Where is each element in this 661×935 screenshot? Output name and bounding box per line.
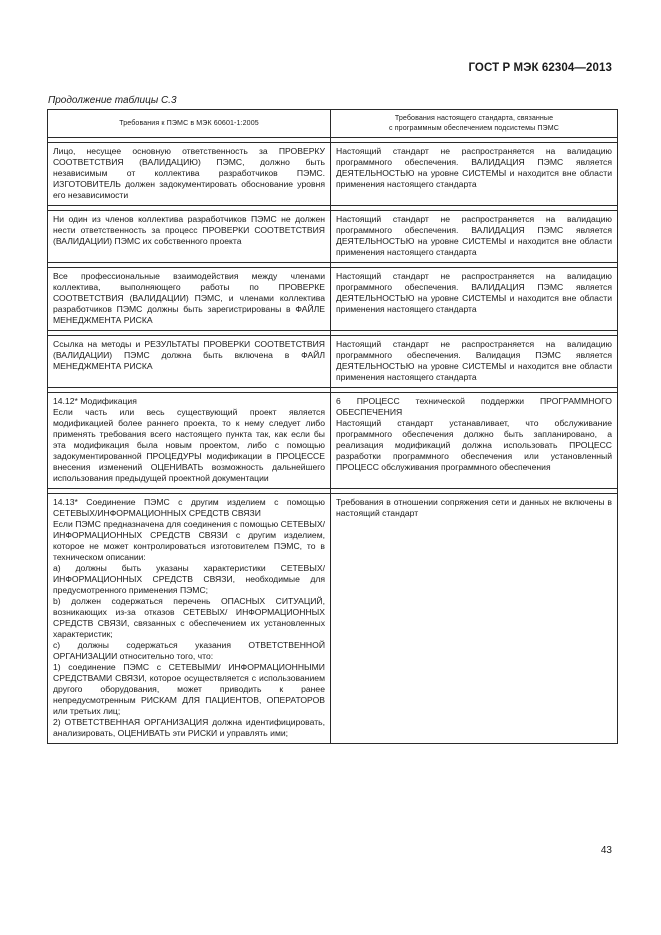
table-row (48, 336, 618, 388)
table-continuation-label: Продолжение таблицы С.3 (48, 95, 177, 106)
table-row (48, 494, 618, 744)
row-1-left: Лицо, несущее основную ответственность за ПРОВЕРКУ СООТВЕТСТВИЯ (ВАЛИДАЦИЮ) ПЭМС, должно быть независимым от коллектива разработчиков ПЭМС. ИЗГОТОВИТЕЛЬ должен задокументировать обоснование уровня его независимости (48, 143, 331, 206)
row-3-left: Все профессиональные взаимодействия между членами коллектива, выполняющего работы по ПРОВЕРКЕ СООТВЕТСТВИЯ (ВАЛИДАЦИИ) ПЭМС, и членами коллектива разработчиков ПЭМС должны быть зарегистрированы в ФАЙЛЕ МЕНЕДЖМЕНТА РИСКА (48, 268, 331, 331)
row-6-left (48, 494, 331, 744)
table-row (48, 393, 618, 489)
row-5-right-title: 6 ПРОЦЕСС технической поддержки ПРОГРАММНОГО ОБЕСПЕЧЕНИЯ (336, 396, 612, 417)
row-2-left: Ни один из членов коллектива разработчиков ПЭМС не должен нести ответственность за процесс ПРОВЕРКИ СООТВЕТСТВИЯ (ВАЛИДАЦИИ) ПЭМС их собственного проекта (48, 211, 331, 263)
header-iec60601-requirements: Требования к ПЭМС в МЭК 60601-1:2005 (48, 110, 331, 138)
row-6-left-title: 14.13* Соединение ПЭМС с другим изделием с помощью СЕТЕВЫХ/ИНФОРМАЦИОННЫХ СРЕДСТВ СВЯЗИ (53, 497, 325, 518)
table-row (48, 268, 618, 331)
table-row (48, 211, 618, 263)
row-4-left: Ссылка на методы и РЕЗУЛЬТАТЫ ПРОВЕРКИ СООТВЕТСТВИЯ (ВАЛИДАЦИИ) ПЭМС должна быть включена в ФАЙЛ МЕНЕДЖМЕНТА РИСКА (48, 336, 331, 388)
row-6-left-line: Если ПЭМС предназначена для соединения с помощью СЕТЕВЫХ/ИНФОРМАЦИОННЫХ СРЕДСТВ СВЯЗИ с другим изделием, которое не может контролироваться изготовителем ПЭМС, то в техническом описании: (53, 519, 325, 562)
row-5-left-text: Если часть или весь существующий проект является модификацией более раннего проекта, то к нему следует либо применять требования всего настоящего пункта так, как если бы эта модификация была новым проектом, либо с помощью задокументированной ПРОЦЕДУРЫ модификации в ПРОЦЕССЕ внесения изменений ОЦЕНИВАТЬ возможность дальнейшего использования предыдущей проектной документации (53, 407, 325, 483)
table-row (48, 143, 618, 206)
page-number: 43 (600, 845, 612, 856)
row-6-left-line: 1) соединение ПЭМС с СЕТЕВЫМИ/ ИНФОРМАЦИОННЫМИ СРЕДСТВАМИ СВЯЗИ, которое осуществляется с использованием другого оборудования, может приводить к ранее непредусмотренным РИСКАМ ДЛЯ ПАЦИЕНТОВ, ОПЕРАТОРОВ или третьих лиц; (53, 662, 325, 716)
table-header-row (48, 110, 618, 138)
row-1-right: Настоящий стандарт не распространяется на валидацию программного обеспечения. ВАЛИДАЦИЯ ПЭМС является ДЕЯТЕЛЬНОСТЬЮ на уровне СИСТЕМЫ и находится вне области применения настоящего стандарта (331, 143, 618, 206)
row-5-right (331, 393, 618, 489)
requirements-table (47, 109, 618, 744)
row-6-left-line: b) должен содержаться перечень ОПАСНЫХ СИТУАЦИЙ, возникающих из-за отказов СЕТЕВЫХ/ ИНФОРМАЦИОННЫХ СРЕДСТВ СВЯЗИ, связанных с обеспечением их установленных характеристик; (53, 596, 325, 639)
row-3-right: Настоящий стандарт не распространяется на валидацию программного обеспечения. ВАЛИДАЦИЯ ПЭМС является ДЕЯТЕЛЬНОСТЬЮ на уровне СИСТЕМЫ и находится вне области применения настоящего стандарта (331, 268, 618, 331)
row-6-left-line: 2) ОТВЕТСТВЕННАЯ ОРГАНИЗАЦИЯ должна идентифицировать, анализировать, ОЦЕНИВАТЬ эти РИСКИ и управлять ими; (53, 717, 325, 738)
row-4-right: Настоящий стандарт не распространяется на валидацию программного обеспечения. Валидация ПЭМС является ДЕЯТЕЛЬНОСТЬЮ на уровне СИСТЕМЫ и находится вне области применения настоящего стандарта (331, 336, 618, 388)
row-5-left-title: 14.12* Модификация (53, 396, 137, 406)
standard-code-header: ГОСТ Р МЭК 62304—2013 (468, 62, 612, 74)
row-5-right-text: Настоящий стандарт устанавливает, что обслуживание программного обеспечения должно быть запланировано, а реализация модификаций должна использовать ПРОЦЕСС разработки программного обеспечения или установленный ПРОЦЕСС обслуживания программного обеспечения (336, 418, 612, 472)
row-6-left-line: c) должны содержаться указания ОТВЕТСТВЕННОЙ ОРГАНИЗАЦИИ относительно того, что: (53, 640, 325, 661)
row-6-right: Требования в отношении сопряжения сети и данных не включены в настоящий стандарт (331, 494, 618, 744)
row-5-left (48, 393, 331, 489)
row-6-left-line: a) должны быть указаны характеристики СЕТЕВЫХ/ИНФОРМАЦИОННЫХ СРЕДСТВ СВЯЗИ, необходимые для предусмотренного применения ПЭМС; (53, 563, 325, 595)
header-standard-requirements: Требования настоящего стандарта, связанные с программным обеспечением подсистемы ПЭМС (331, 110, 618, 138)
row-2-right: Настоящий стандарт не распространяется на валидацию программного обеспечения. ВАЛИДАЦИЯ ПЭМС является ДЕЯТЕЛЬНОСТЬЮ на уровне СИСТЕМЫ и находится вне области применения настоящего стандарта (331, 211, 618, 263)
